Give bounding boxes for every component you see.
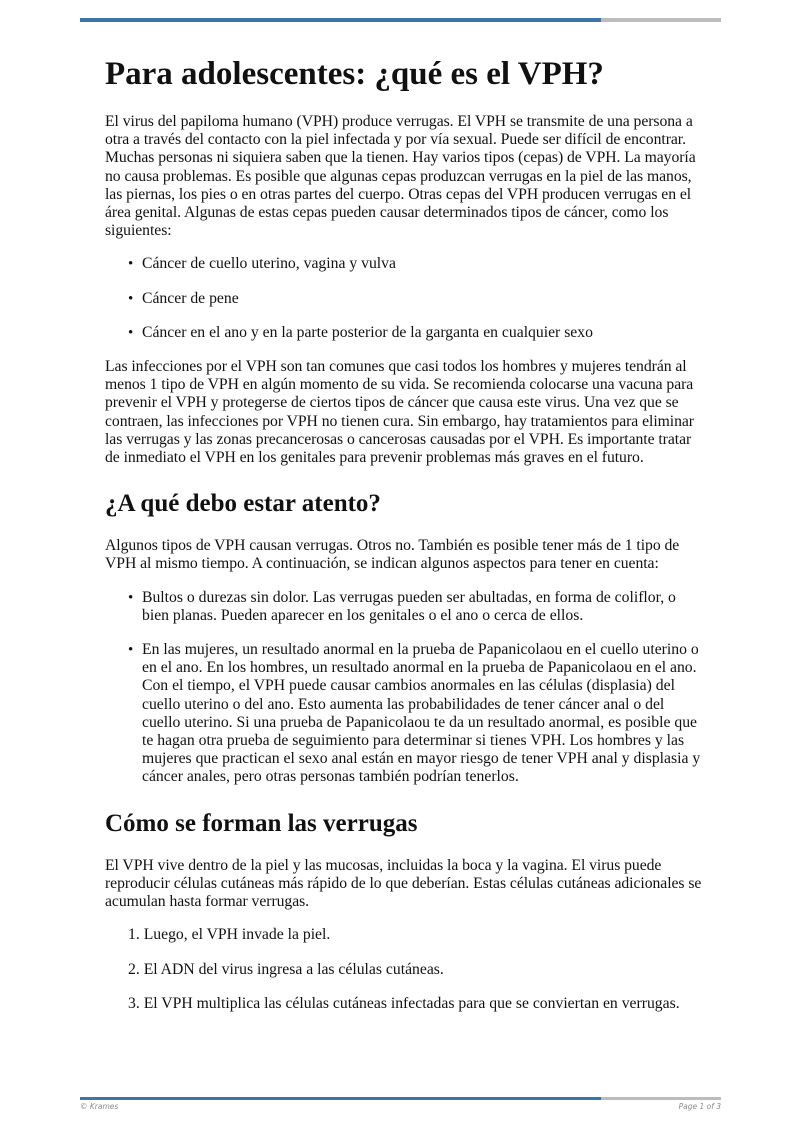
list-item-text: Cáncer en el ano y en la parte posterior de la garganta en cualquier sexo: [142, 323, 593, 341]
list-item: [105, 961, 705, 979]
step-text: Luego, el VPH invade la piel.: [143, 926, 331, 944]
footer-rule-accent: [80, 1097, 601, 1100]
bullet-icon: •: [128, 642, 134, 659]
step-number: 1.: [128, 926, 140, 944]
intro-paragraph-2: Las infecciones por el VPH son tan comunes que casi todos los hombres y mujeres tendrán al menos 1 tipo de VPH en algún momento de su vida. Se recomienda colocarse una vacuna para prevenir el VPH y protegerse de ciertos tipos de cáncer que causa este virus. Una vez que se contraen, las infecciones por VPH no tienen cura. Sin embargo, hay tratamientos para eliminar las verrugas y las zonas precancerosas o cancerosas causadas por el VPH. Es importante tratar de inmediato el VPH en los genitales para prevenir problemas más graves en el futuro.: [105, 358, 694, 467]
list-item: [105, 324, 705, 342]
warts-steps-list: [105, 926, 705, 1013]
bullet-icon: •: [128, 589, 134, 606]
header-rule: [80, 18, 721, 22]
warts-paragraph: El VPH vive dentro de la piel y las mucosas, incluidas la boca y la vagina. El virus puede reproducir células cutáneas más rápido de lo que deberían. Estas células cutáneas adicionales se acumulan hasta formar verrugas.: [105, 856, 702, 911]
list-item: [105, 926, 705, 944]
header-rule-muted: [601, 18, 721, 22]
watch-paragraph: Algunos tipos de VPH causan verrugas. Otros no. También es posible tener más de 1 tipo de VPH al mismo tiempo. A continuación, se indican algunos aspectos para tener en cuenta:: [105, 537, 680, 573]
section-heading-warts: Cómo se forman las verrugas: [105, 809, 418, 837]
section-heading-watch: ¿A qué debo estar atento?: [105, 490, 381, 518]
list-item-text: En las mujeres, un resultado anormal en la prueba de Papanicolaou en el cuello uterino o en el ano. En los hombres, un resultado anormal en la prueba de Papanicolaou en el ano. Con el tiempo, el VPH puede causar cambios anormales en las células (displasia) del cuello uterino o del ano. Esto aumenta las probabilidades de tener cáncer anal o del cuello uterino. Si una prueba de Papanicolaou te da un resultado anormal, es posible que te hagan otra prueba de seguimiento para determinar si tienes VPH. Los hombres y las mujeres que practican el sexo anal están en mayor riesgo de tener VPH anal y displasia y cáncer anales, pero otras personas también podrían tenerlos.: [142, 641, 701, 786]
bullet-icon: •: [128, 290, 134, 307]
list-item-text: Bultos o durezas sin dolor. Las verrugas pueden ser abultadas, en forma de coliflor, o bien planas. Pueden aparecer en los genitales o el ano o cerca de ellos.: [142, 588, 676, 624]
list-item: [105, 641, 705, 787]
symptoms-list: [105, 589, 705, 787]
list-item-text: Cáncer de pene: [142, 289, 239, 307]
list-item: [105, 995, 705, 1013]
footer-copyright: © Krames: [80, 1102, 119, 1111]
step-number: 3.: [128, 994, 140, 1012]
footer-rule: [80, 1097, 721, 1100]
footer-page-number: Page 1 of 3: [678, 1102, 721, 1111]
document-body: [105, 54, 705, 1029]
header-rule-accent: [80, 18, 601, 22]
list-item: [105, 589, 705, 625]
list-item-text: Cáncer de cuello uterino, vagina y vulva: [142, 255, 396, 273]
bullet-icon: •: [128, 324, 134, 341]
list-item: [105, 290, 705, 308]
step-number: 2.: [128, 960, 140, 978]
step-text: El ADN del virus ingresa a las células cutáneas.: [143, 960, 444, 978]
list-item: [105, 255, 705, 273]
footer-rule-muted: [601, 1097, 721, 1100]
step-text: El VPH multiplica las células cutáneas infectadas para que se conviertan en verrugas.: [143, 994, 680, 1012]
cancer-types-list: [105, 255, 705, 342]
bullet-icon: •: [128, 256, 134, 273]
intro-paragraph: El virus del papiloma humano (VPH) produce verrugas. El VPH se transmite de una persona a otra a través del contacto con la piel infectada y por vía sexual. Puede ser difícil de encontrar. Muchas personas ni siquiera saben que la tienen. Hay varios tipos (cepas) de VPH. La mayoría no causa problemas. Es posible que algunas cepas produzcan verrugas en la piel de las manos, las piernas, los pies o en otras partes del cuerpo. Otras cepas del VPH producen verrugas en el área genital. Algunas de estas cepas pueden causar determinados tipos de cáncer, como los siguientes:: [105, 113, 696, 240]
page-title: Para adolescentes: ¿qué es el VPH?: [105, 56, 604, 92]
